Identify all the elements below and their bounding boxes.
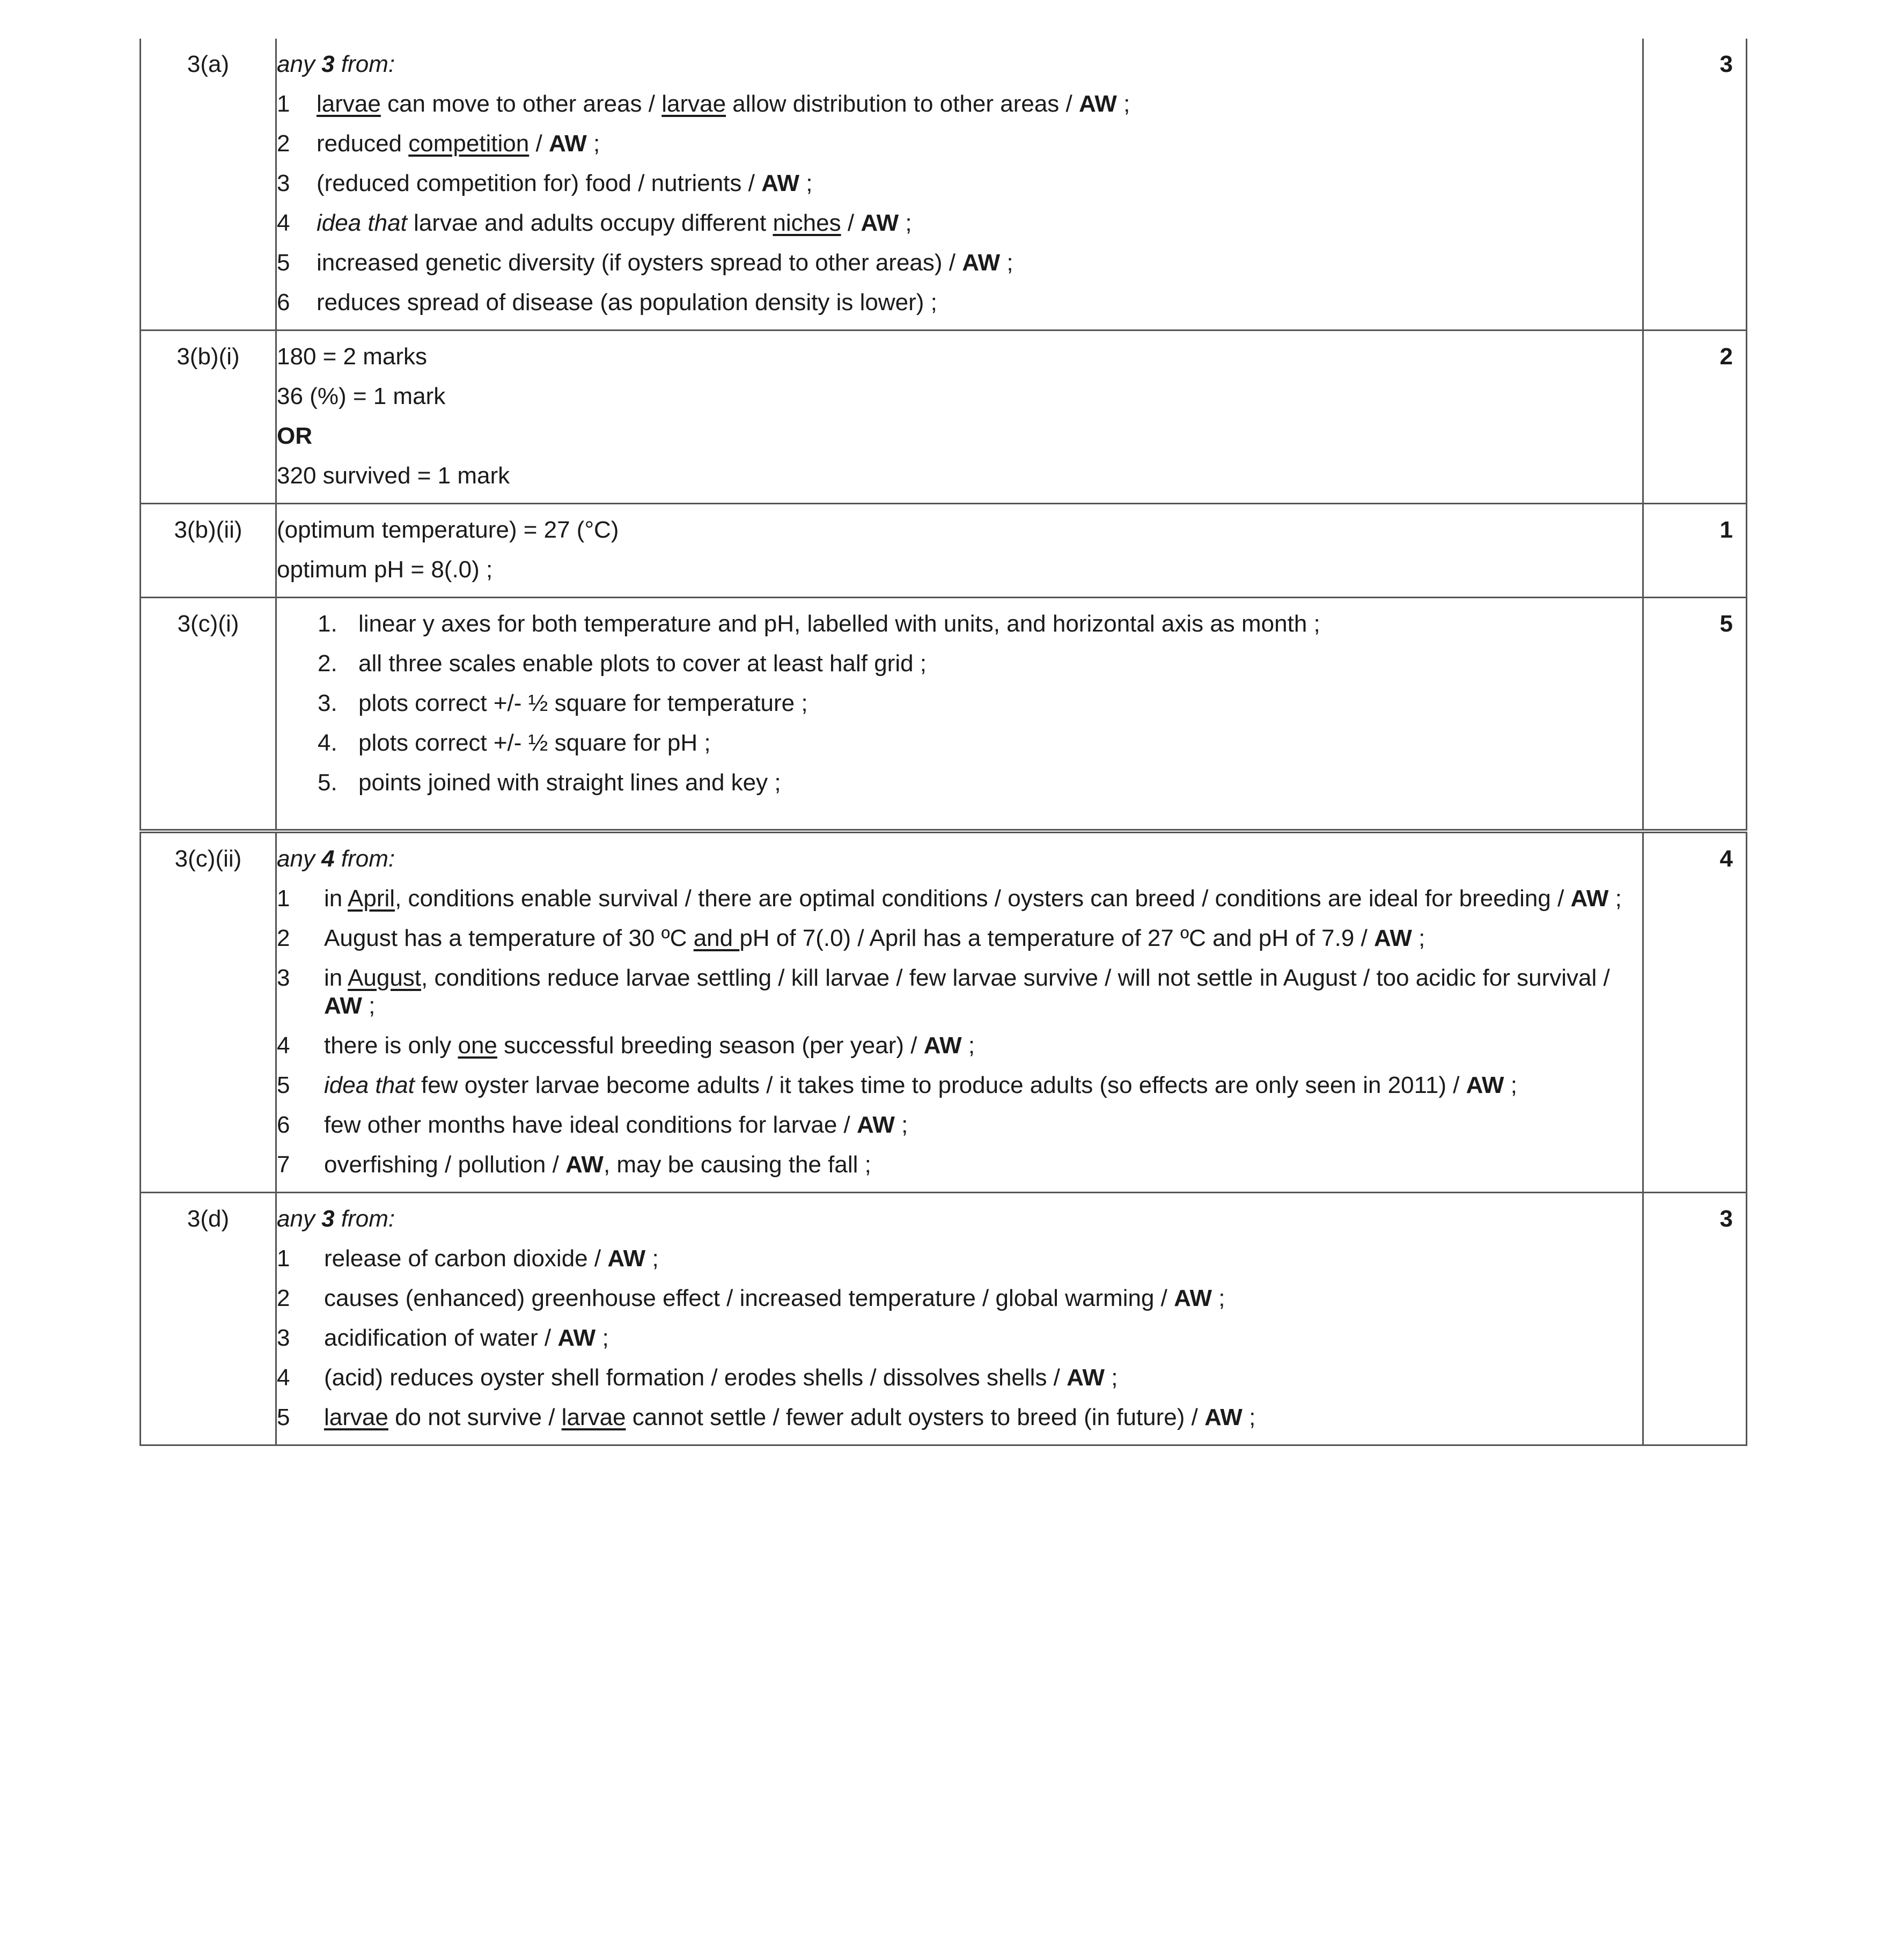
answer-cell [276,504,1643,598]
answer-line: 36 (%) = 1 mark [277,383,446,409]
answer-item: 3. plots correct +/- ½ square for temperature ; [318,690,808,716]
table-row [141,331,1747,504]
answer-item: 4. plots correct +/- ½ square for pH ; [318,730,711,756]
intro-line: any 3 from: [277,51,395,77]
intro-line: any 4 from: [277,846,395,872]
answer-item: 1 release of carbon dioxide / AW ; [277,1245,659,1272]
question-number: 3(d) [187,1206,230,1232]
table-row [141,598,1747,832]
question-number: 3(b)(ii) [174,517,242,543]
answer-item: 5 increased genetic diversity (if oysters spread to other areas) / AW ; [277,249,1013,276]
question-number: 3(c)(i) [177,611,239,637]
marks-value: 4 [1719,846,1733,872]
table-row [141,39,1747,331]
question-number: 3(c)(ii) [174,846,242,872]
answer-item: 5. points joined with straight lines and key ; [318,769,781,796]
answer-item: 4 there is only one successful breeding season (per year) / AW ; [277,1032,975,1059]
marks-value: 2 [1719,343,1733,370]
marks-value: 3 [1719,51,1733,77]
answer-item: 5 idea that few oyster larvae become adults / it takes time to produce adults (so effects are only seen in 2011) / AW ; [277,1072,1517,1098]
table-row [141,831,1747,1193]
marks-value: 1 [1719,517,1733,543]
answer-line: 180 = 2 marks [277,343,428,370]
answer-line: (optimum temperature) = 27 (°C) [277,517,619,543]
answer-item: 5 larvae do not survive / larvae cannot settle / fewer adult oysters to breed (in future) / AW ; [277,1404,1256,1430]
answer-cell [276,331,1643,504]
answer-item: 6 reduces spread of disease (as population density is lower) ; [277,289,937,315]
answer-line: 320 survived = 1 mark [277,463,510,489]
intro-line: any 3 from: [277,1206,395,1232]
question-number: 3(b)(i) [177,343,240,370]
question-number: 3(a) [187,51,230,77]
answer-line: optimum pH = 8(.0) ; [277,556,493,583]
answer-item: 7 overfishing / pollution / AW, may be causing the fall ; [277,1151,871,1178]
answer-cell [276,598,1643,832]
answer-item: 2 reduced competition / AW ; [277,130,600,157]
answer-item: 2 causes (enhanced) greenhouse effect / increased temperature / global warming / AW ; [277,1285,1225,1311]
answer-item: 3 in August, conditions reduce larvae settling / kill larvae / few larvae survive / will not settle in August / too acidic for survival / AW ; [277,965,1610,1019]
answer-item: 1 in April, conditions enable survival / there are optimal conditions / oysters can breed / conditions are ideal for breeding / AW ; [277,885,1622,912]
answer-cell [276,39,1643,331]
answer-item: 4 (acid) reduces oyster shell formation / erodes shells / dissolves shells / AW ; [277,1364,1118,1391]
answer-cell [276,831,1643,1193]
answer-item: 3 acidification of water / AW ; [277,1325,609,1351]
answer-item: 2 August has a temperature of 30 ºC and pH of 7(.0) / April has a temperature of 27 ºC and pH of 7.9 / AW ; [277,925,1425,951]
table-row [141,1193,1747,1445]
answer-item: 6 few other months have ideal conditions for larvae / AW ; [277,1112,908,1138]
numbered-list [277,610,1642,797]
answer-item: 3 (reduced competition for) food / nutrients / AW ; [277,170,813,196]
answer-line: OR [277,423,312,449]
marks-value: 3 [1719,1206,1733,1232]
table-row [141,504,1747,598]
answer-item: 1 larvae can move to other areas / larvae allow distribution to other areas / AW ; [277,91,1130,117]
mark-scheme-table [139,39,1747,1446]
answer-item: 1. linear y axes for both temperature and pH, labelled with units, and horizontal axis as month ; [318,611,1320,637]
marks-value: 5 [1719,611,1733,637]
answer-cell [276,1193,1643,1445]
answer-item: 4 idea that larvae and adults occupy different niches / AW ; [277,210,912,236]
answer-item: 2. all three scales enable plots to cover at least half grid ; [318,650,927,677]
